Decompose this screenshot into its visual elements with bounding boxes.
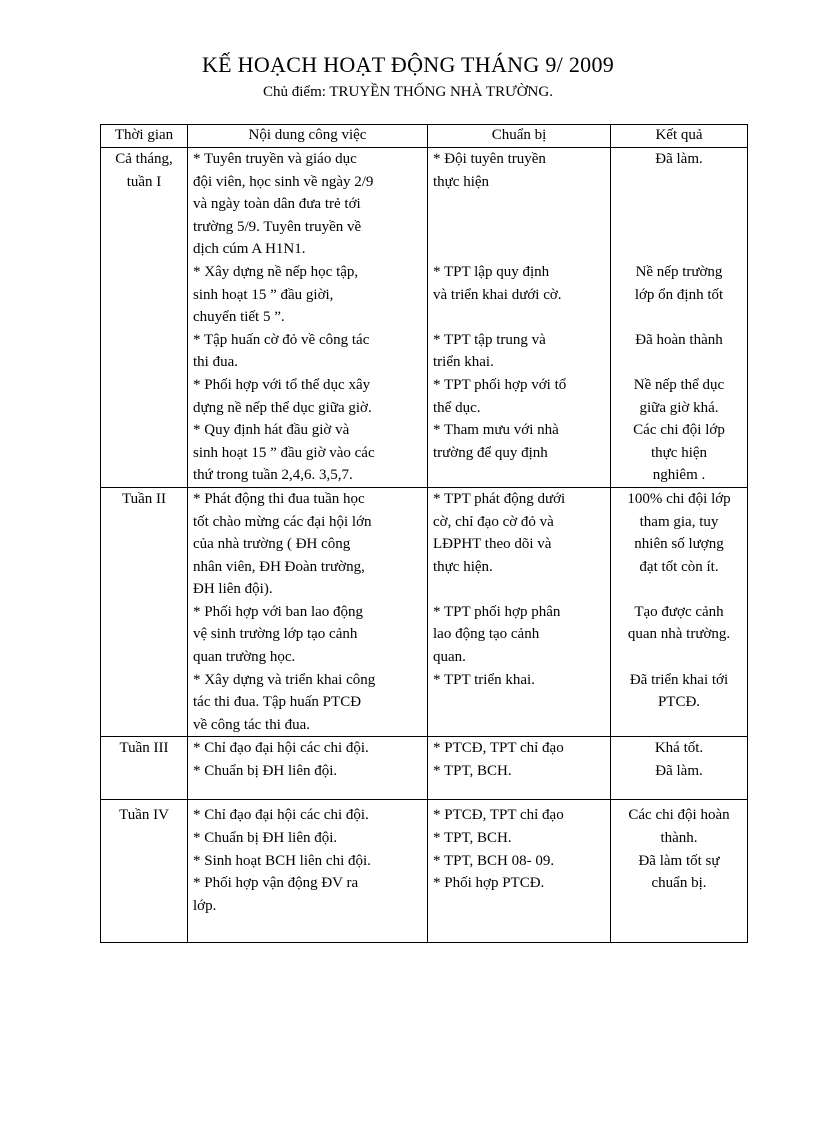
cell-line: * PTCĐ, TPT chỉ đạo (433, 740, 564, 757)
cell-line (616, 646, 742, 669)
cell-line: về công tác thi đua. (193, 716, 311, 733)
cell-line: thực hiện. (433, 558, 493, 575)
preparation-cell (428, 148, 611, 488)
cell-line: 100% chi đội lớp (627, 490, 731, 507)
cell-line: Tuần II (121, 490, 167, 507)
cell-line: * Xây dựng nề nếp học tập, (193, 263, 359, 280)
cell-line: * Đội tuyên truyền (433, 151, 546, 167)
preparation-cell (428, 737, 611, 800)
cell-line: quan nhà trường. (627, 626, 731, 643)
cell-line: * Chỉ đạo đại hội các chi đội. (193, 807, 369, 824)
cell-line: * Tuyên truyền và giáo dục (193, 151, 357, 167)
result-cell (611, 800, 748, 943)
cell-line: ĐH liên đội). (193, 581, 273, 598)
cell-line (616, 171, 742, 194)
cell-line: và triển khai dưới cờ. (433, 286, 562, 303)
content-cell (188, 800, 428, 943)
cell-line: thực hiện (433, 173, 490, 190)
time-cell (101, 487, 188, 737)
cell-line: Cả tháng, (115, 151, 173, 167)
cell-line: lao động tạo cảnh (433, 626, 540, 643)
cell-line: chuẩn bị. (651, 875, 707, 892)
cell-line: * Chuẩn bị ĐH liên đội. (193, 763, 338, 780)
cell-line: cờ, chỉ đạo cờ đỏ và (433, 513, 554, 530)
cell-line: và ngày toàn dân đưa trẻ tới (193, 196, 361, 213)
cell-line: * Xây dựng và triển khai công (193, 671, 376, 688)
cell-line: thể dục. (433, 399, 481, 416)
cell-line (433, 306, 605, 329)
cell-line: * TPT phát động dưới (433, 490, 566, 507)
cell-line: lớp. (193, 897, 217, 914)
result-cell (611, 148, 748, 488)
cell-line: PTCĐ. (657, 694, 701, 711)
table-row (101, 800, 748, 943)
cell-line: * Tập huấn cờ đỏ về công tác (193, 331, 370, 348)
table-row (101, 148, 748, 488)
cell-line: Các chi đội lớp (633, 422, 725, 439)
cell-line: triển khai. (433, 354, 494, 371)
content-cell (188, 737, 428, 800)
cell-line: dựng nề nếp thể dục giữa giờ. (193, 399, 372, 416)
cell-line: nhiên số lượng (634, 536, 724, 553)
cell-line: * TPT triển khai. (433, 671, 535, 688)
cell-line (616, 351, 742, 374)
cell-line: Tuần III (119, 740, 169, 757)
cell-line: * Sinh hoạt BCH liên chi đội. (193, 852, 371, 869)
cell-line: tuần I (126, 173, 162, 190)
cell-line: Nề nếp trường (635, 263, 723, 280)
cell-line (616, 578, 742, 601)
cell-line (616, 238, 742, 261)
cell-line: tốt chào mừng các đại hội lớn (193, 513, 372, 530)
content-cell (188, 148, 428, 488)
cell-line: * Phối hợp PTCĐ. (433, 875, 545, 892)
cell-line: trường 5/9. Tuyên truyền về (193, 218, 362, 235)
cell-line (433, 216, 605, 239)
cell-line: Tạo được cảnh (634, 603, 724, 620)
table-header-row (101, 125, 748, 148)
cell-line: * Tham mưu với nhà (433, 422, 559, 439)
cell-line: Đã làm tốt sự (638, 852, 720, 869)
cell-line: chuyển tiết 5 ”. (193, 309, 285, 326)
header-preparation: Chuẩn bị (428, 125, 611, 148)
cell-line: * TPT phối hợp với tổ (433, 376, 567, 393)
cell-line: * TPT, BCH. (433, 763, 512, 780)
cell-line: giữa giờ khá. (639, 399, 719, 416)
cell-line: LĐPHT theo dõi và (433, 536, 552, 553)
header-time: Thời gian (101, 125, 188, 148)
time-cell (101, 800, 188, 943)
header-content: Nội dung công việc (188, 125, 428, 148)
cell-line: thứ trong tuần 2,4,6. 3,5,7. (193, 467, 353, 484)
cell-line (433, 193, 605, 216)
time-cell (101, 737, 188, 800)
cell-line: nghiêm . (652, 467, 706, 484)
document-subtitle: Chủ điểm: TRUYỀN THỐNG NHÀ TRƯỜNG. (263, 84, 553, 100)
time-cell (101, 148, 188, 488)
cell-line (433, 238, 605, 261)
cell-line: của nhà trường ( ĐH công (193, 536, 351, 553)
content-cell (188, 487, 428, 737)
cell-line: lớp ổn định tốt (634, 286, 724, 303)
cell-line: * Phát động thi đua tuần học (193, 490, 365, 507)
document-title: KẾ HOẠCH HOẠT ĐỘNG THÁNG 9/ 2009 (201, 52, 615, 77)
cell-line: tác thi đua. Tập huấn PTCĐ (193, 694, 362, 711)
cell-line: * Phối hợp với ban lao động (193, 603, 364, 620)
cell-line: Nề nếp thể dục (633, 376, 725, 393)
cell-line: Các chi đội hoàn (628, 807, 730, 824)
cell-line: sinh hoạt 15 ” đầu giờ vào các (193, 444, 375, 461)
preparation-cell (428, 800, 611, 943)
activity-plan-table (100, 124, 748, 943)
table-row (101, 737, 748, 800)
cell-line: vệ sinh trường lớp tạo cảnh (193, 626, 358, 643)
cell-line: quan. (433, 649, 466, 666)
cell-line: đạt tốt còn ít. (639, 558, 719, 575)
preparation-cell (428, 487, 611, 737)
cell-line: * TPT, BCH 08- 09. (433, 852, 555, 869)
cell-line: * Phối hợp với tổ thể dục xây (193, 376, 371, 393)
cell-line: trường để quy định (433, 444, 548, 461)
cell-line: thành. (660, 830, 698, 847)
cell-line: Đã hoàn thành (635, 331, 723, 348)
cell-line: * Phối hợp vận động ĐV ra (193, 875, 359, 892)
cell-line (616, 193, 742, 216)
cell-line: * TPT phối hợp phân (433, 603, 561, 620)
cell-line (433, 578, 605, 601)
cell-line: dịch cúm A H1N1. (193, 241, 306, 258)
cell-line: Đã làm. (655, 151, 703, 167)
cell-line: quan trường học. (193, 649, 296, 666)
cell-line: Khá tốt. (654, 740, 704, 757)
header-result: Kết quả (611, 125, 748, 148)
cell-line: Đã triển khai tới (629, 671, 729, 688)
cell-line: nhân viên, ĐH Đoàn trường, (193, 558, 365, 575)
cell-line (616, 306, 742, 329)
cell-line: * Chỉ đạo đại hội các chi đội. (193, 740, 369, 757)
cell-line: * TPT lập quy định (433, 263, 550, 280)
cell-line: tham gia, tuy (639, 513, 719, 530)
cell-line: * PTCĐ, TPT chỉ đạo (433, 807, 564, 824)
cell-line: Đã làm. (655, 763, 703, 780)
cell-line: Tuần IV (119, 807, 169, 824)
cell-line: * Chuẩn bị ĐH liên đội. (193, 830, 338, 847)
cell-line: sinh hoạt 15 ” đầu giời, (193, 286, 334, 303)
result-cell (611, 737, 748, 800)
cell-line: thực hiện (650, 444, 708, 461)
result-cell (611, 487, 748, 737)
table-row (101, 487, 748, 737)
cell-line: thi đua. (193, 354, 238, 371)
cell-line: đội viên, học sinh về ngày 2/9 (193, 173, 374, 190)
cell-line: * TPT, BCH. (433, 830, 512, 847)
cell-line: * TPT tập trung và (433, 331, 546, 348)
cell-line: * Quy định hát đầu giờ và (193, 422, 350, 439)
cell-line (616, 216, 742, 239)
